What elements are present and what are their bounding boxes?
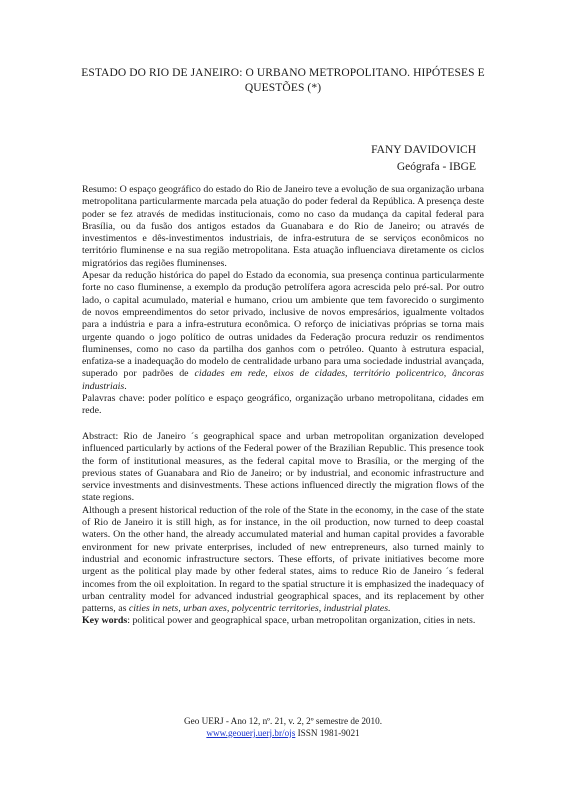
key-words [82,615,484,627]
author-role: Geógrafa - IBGE [396,161,476,173]
title-line-2: QUESTÕES (*) [244,82,322,94]
author-block [371,142,476,176]
issn: ISSN 1981-9021 [295,727,360,738]
palavras-chave: Palavras chave: poder político e espaço geográfico, organização urbano metropolitana, cidades em rede. [82,393,484,417]
footer [0,716,566,739]
abstract-section [82,431,484,628]
resumo-section [82,184,484,418]
abstract-paragraph-2 [82,505,484,616]
abstract-p2-italic: cities in nets, urban axes, polycentric territories, industrial plates. [128,603,391,615]
article-title [70,66,496,96]
author-name: FANY DAVIDOVICH [371,144,476,156]
resumo-paragraph-2 [82,270,484,393]
footer-journal-line: Geo UERJ - Ano 12, nº. 21, v. 2, 2º semestre de 2010. [183,716,382,726]
resumo-p2-end: . [124,380,127,392]
resumo-p2-text: Apesar da redução histórica do papel do Estado da economia, sua presença continua particularmente forte no caso fluminense, a exemplo da produção petrolífera agora acrescida pelo pré-sal. Por outro lado, o capital acumulado, material e humano, criou um ambiente que tem favorecido o surgimento de novos empreendimentos do setor privado, inclusive de novos empresários, igualmente voltados para a indústria e para a infra-estrutura econômica. O reforço de iniciativas próprias se torna mais urgente quando o jogo político de outras unidades da Federação procura reduzir os rendimentos fluminenses, como no caso da partilha dos ganhos com o petróleo. Quanto à estrutura espacial, enfatiza-se a inadequação do modelo de centralidade urbano para uma sociedade industrial avançada, superado por padrões de [82,270,484,380]
footer-link-line [0,728,566,740]
key-words-text: : political power and geographical space, urban metropolitan organization, cities in nets. [127,615,476,627]
abstract-paragraph-1: Abstract: Rio de Janeiro ´s geographical space and urban metropolitan organization developed influenced particularly by actions of the Federal power of the Brazilian Republic. This presence took the form of institutional measures, as the federal capital move to Brasília, or the merging of the previous states of Guanabara and Rio de Janeiro; or by industrial, and economic infrastructure and service investments and disinvestments. These actions influenced directly the migration flows of the state regions. [82,431,484,504]
resumo-paragraph-1: Resumo: O espaço geográfico do estado do Rio de Janeiro teve a evolução de sua organização urbana metropolitana particularmente marcada pela atuação do poder federal da República. A presença deste poder se fez através de medidas institucionais, como no caso da mudança da capital federal para Brasília, ou da fusão dos antigos estados da Guanabara e do Rio de Janeiro; ou através de investimentos e dês-investimentos industriais, de infra-estrutura de se serviços econômicos no território fluminense e na sua região metropolitana. Esta atuação influenciava diretamente os ciclos migratórios das regiões fluminenses. [82,184,484,269]
title-line-1: ESTADO DO RIO DE JANEIRO: O URBANO METROPOLITANO. HIPÓTESES E [81,67,485,79]
abstract-p2-text: Although a present historical reduction of the role of the State in the economy, in the case of the state of Rio de Janeiro it is still high, as for instance, in the oil production, now turned to deep coastal waters. On the other hand, the already accumulated material and human capital provides a favorable environment for new private enterprises, included of new entrepreneurs, also turned mainly to industrial and economic infrastructure sectors. These efforts, of private initiatives become more urgent as the political play made by other federal states, aims to reduce Rio de Janeiro ´s federal incomes from the oil exploitation. In regard to the spatial structure it is emphasized the inadequacy of urban centrality model for advanced industrial geographical spaces, and its replacement by other patterns, as [82,504,484,615]
resumo-p2-italic: cidades em rede, eixos de cidades, território policentrico, âncoras industriais [82,368,484,392]
journal-link[interactable]: www.geouerj.uerj.br/ojs [206,727,296,738]
key-words-label: Key words [82,615,128,627]
